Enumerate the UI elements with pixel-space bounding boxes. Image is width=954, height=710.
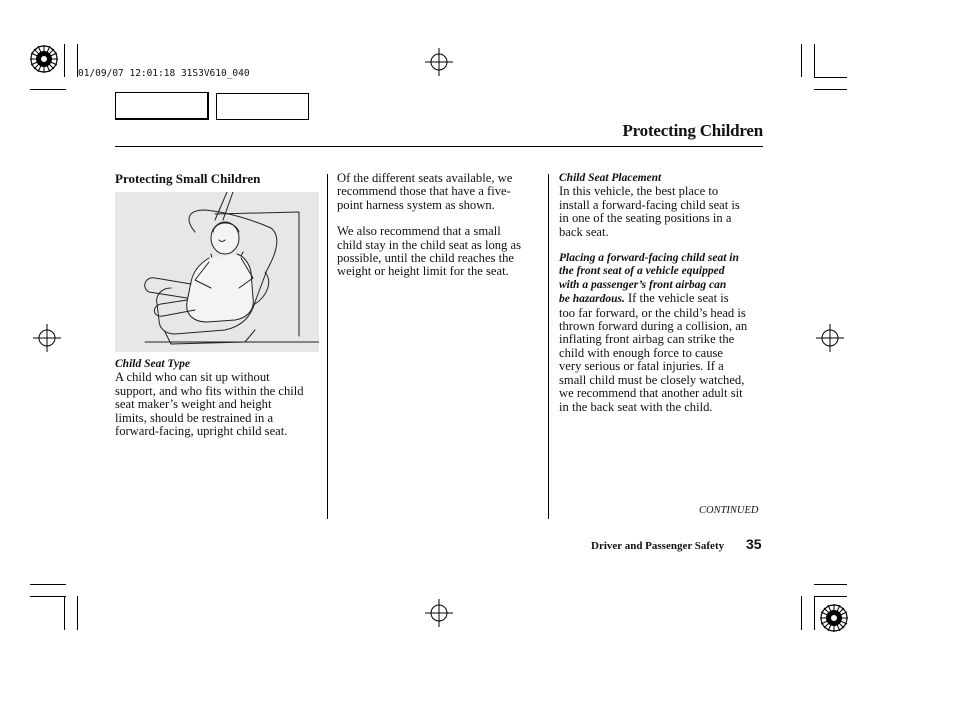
body-line: child with enough force to cause: [559, 345, 724, 360]
body-line: we recommend that another adult sit: [559, 386, 743, 401]
warning-line: the front seat of a vehicle equipped: [559, 265, 725, 278]
body-line: Of the different seats available, we: [337, 171, 513, 185]
continued-label: CONTINUED: [699, 505, 759, 516]
crop-mark: [814, 44, 815, 77]
print-info: 01/09/07 12:01:18 31S3V610_040: [78, 68, 250, 79]
body-line: A child who can sit up without: [115, 370, 270, 385]
body-line: small child must be closely watched,: [559, 372, 745, 387]
body-line: We also recommend that a small: [337, 224, 501, 239]
body-line: weight or height limit for the seat.: [337, 264, 509, 279]
body-line: child stay in the child seat as long as: [337, 237, 521, 252]
body-line: very serious or fatal injuries. If a: [559, 359, 724, 374]
crop-mark: [814, 596, 847, 597]
registration-crosshair-icon: [424, 598, 454, 628]
header-rule: [115, 146, 763, 147]
body-text: If the vehicle seat is: [624, 291, 729, 306]
body-line: seat maker’s weight and height: [115, 397, 272, 412]
body-line-mixed: [559, 292, 769, 306]
body-line: point harness system as shown.: [337, 197, 495, 212]
column-divider: [548, 174, 549, 519]
crop-mark: [30, 89, 66, 90]
column-1-body: [115, 358, 325, 438]
crop-mark: [801, 44, 802, 77]
subheading-child-seat-type: Child Seat Type: [115, 358, 190, 370]
warning-line: with a passenger’s front airbag can: [559, 278, 727, 291]
registration-crosshair-icon: [32, 323, 62, 353]
registration-crosshair-icon: [424, 47, 454, 77]
crop-mark: [30, 584, 66, 585]
crop-mark: [814, 584, 847, 585]
subheading-child-seat-placement: Child Seat Placement: [559, 172, 662, 184]
body-line: thrown forward during a collision, an: [559, 319, 748, 334]
column-3: [559, 172, 769, 414]
registration-target-icon: [28, 43, 60, 75]
body-line: in one of the seating positions in a: [559, 211, 732, 226]
body-line: inflating front airbag can strike the: [559, 332, 735, 347]
crop-mark: [814, 77, 847, 78]
body-line: forward-facing, upright child seat.: [115, 424, 288, 439]
body-line: limits, should be restrained in a: [115, 410, 274, 425]
body-line: too far forward, or the child’s head is: [559, 305, 746, 320]
crop-mark: [77, 596, 78, 630]
crop-mark: [64, 44, 65, 77]
header-tab-box: [216, 93, 309, 120]
crop-mark: [814, 89, 847, 90]
column-2: [337, 172, 542, 279]
body-line: support, and who fits within the child: [115, 383, 304, 398]
body-line: recommend those that have a five-: [337, 184, 511, 199]
crop-mark: [801, 596, 802, 630]
warning-last: be hazardous.: [559, 293, 625, 306]
header-tab-box: [115, 92, 209, 120]
body-line: back seat.: [559, 224, 609, 239]
column-divider: [327, 174, 328, 519]
crop-mark: [30, 596, 66, 597]
section-heading: Protecting Small Children: [115, 171, 261, 186]
registration-crosshair-icon: [815, 323, 845, 353]
page-title: Protecting Children: [622, 121, 763, 140]
page-number: 35: [746, 536, 762, 552]
warning-line: Placing a forward-facing child seat in: [559, 252, 739, 265]
crop-mark: [814, 596, 815, 630]
registration-target-icon: [818, 602, 850, 634]
crop-mark: [64, 596, 65, 630]
column-1: [115, 172, 321, 185]
child-in-car-seat-illustration: [115, 192, 319, 352]
body-line: install a forward-facing child seat is: [559, 197, 740, 212]
footer-section-label: Driver and Passenger Safety: [591, 540, 725, 552]
body-line: in the back seat with the child.: [559, 399, 713, 414]
body-line: possible, until the child reaches the: [337, 251, 514, 266]
body-line: In this vehicle, the best place to: [559, 184, 719, 199]
